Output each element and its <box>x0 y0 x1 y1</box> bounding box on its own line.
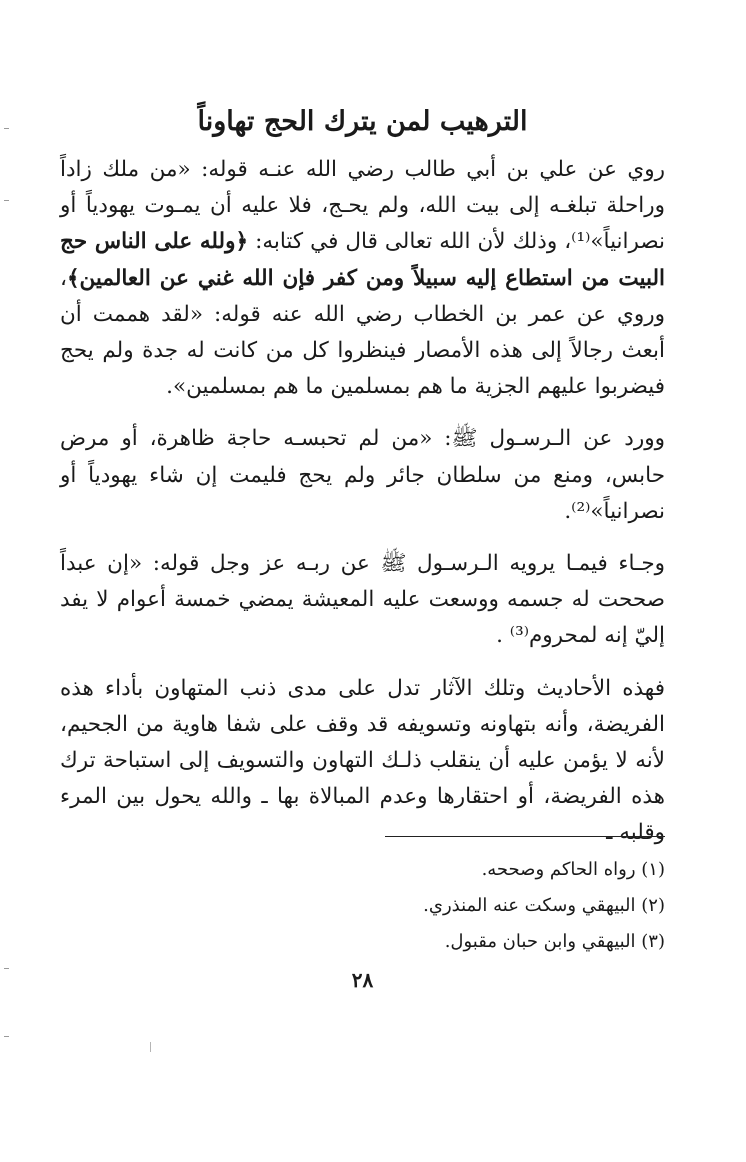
page-title: الترهيب لمن يترك الحج تهاوناً <box>197 106 528 137</box>
footnote-2: (٢) البيهقي وسكت عنه المنذري. <box>423 895 665 916</box>
scan-mark <box>150 1042 151 1052</box>
scan-mark <box>4 200 9 201</box>
scan-mark <box>4 1036 9 1037</box>
paragraph-text: روي عن علي بن أبي طالب رضي الله عنـه قوله: «من ملك زاداً وراحلة تبلغـه إلى بيت الله، ولم يحـج، فلا عليه أن يمـوت يهودياً أو نصرانياً»⁽¹⁾، وذلك لأن الله تعالى قال في كتابه: <box>60 157 665 255</box>
paragraph-text: فهذه الأحاديث وتلك الآثار تدل على مدى ذنب المتهاون بأداء هذه الفريضة، وأنه بتهاونه وتسويفه قد وقف على شفا هاوية من الجحيم، لأنه لا يؤمن عليه أن ينقلب ذلـك التهاون والتسويف إلى استباحة ترك هذه الفريضة، أو احتقارها وعدم المبالاة بها ـ والله يحول بين المرء وقلبه ـ <box>60 675 665 846</box>
paragraph-text: ، وروي عن عمر بن الخطاب رضي الله عنه قوله: «لقد هممت أن أبعث رجالاً إلى هذه الأمصار فينظروا كل من كانت له جدة ولم يحج فيضربوا عليهم الجزية ما هم بمسلمين ما هم بمسلمين». <box>60 265 665 400</box>
paragraph-1 <box>60 152 665 405</box>
footnote-divider <box>385 836 665 837</box>
scan-mark <box>4 968 9 969</box>
paragraph-text: وجـاء فيمـا يرويه الـرسـول ﷺ عن ربـه عز وجل قوله: «إن عبداً صححت له جسمه ووسعت عليه المعيشة يمضي خمسة أعوام لا يفد إليّ إنه لمحروم⁽³⁾ . <box>60 551 665 649</box>
book-page <box>60 0 665 1162</box>
body-text <box>60 152 665 852</box>
scan-mark <box>4 128 9 129</box>
paragraph-2 <box>60 421 665 530</box>
quran-verse: ﴿ولله على الناس حج البيت من استطاع إليه سبيلاً ومن كفر فإن الله غني عن العالمين﴾ <box>60 229 665 291</box>
footnote-1: (١) رواه الحاكم وصححه. <box>481 859 665 880</box>
footnote-3: (٣) البيهقي وابن حبان مقبول. <box>444 931 665 952</box>
paragraph-4 <box>60 671 665 852</box>
paragraph-text: وورد عن الـرسـول ﷺ: «من لم تحبسـه حاجة ظاهرة، أو مرض حابس، ومنع من سلطان جائر ولم يحج فليمت إن شاء يهودياً أو نصرانياً»⁽²⁾. <box>60 426 665 524</box>
footnotes-list <box>60 852 665 960</box>
paragraph-3 <box>60 546 665 655</box>
page-number: ٢٨ <box>351 968 374 992</box>
